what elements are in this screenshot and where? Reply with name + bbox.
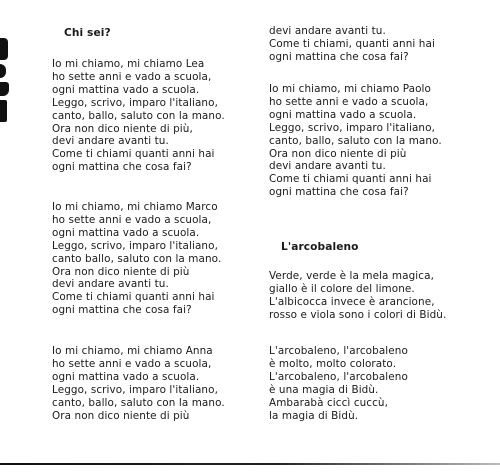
poem-line: Leggo, scrivo, imparo l'italiano, (269, 121, 435, 134)
poem-line: Come ti chiami quanti anni hai (269, 173, 432, 186)
poem-line: Leggo, scrivo, imparo l'italiano, (52, 383, 218, 396)
poem-line: devi andare avanti tu. (269, 25, 386, 37)
poem-line: Io mi chiamo, mi chiamo Paolo (269, 83, 431, 95)
poem-title-arcobaleno: L'arcobaleno (281, 241, 359, 253)
poem-line: L'arcobaleno, l'arcobaleno (269, 345, 408, 357)
poem-line: Ora non dico niente di più (52, 409, 190, 422)
poem-line: canto, ballo, saluto con la mano. (52, 396, 225, 409)
poem-line: Io mi chiamo, mi chiamo Marco (52, 201, 218, 213)
poem-line: L'arcobaleno, l'arcobaleno (269, 370, 408, 383)
poem-line: Verde, verde è la mela magica, (269, 270, 434, 282)
poem-line: Ora non dico niente di più (269, 147, 407, 160)
poem-line: Io mi chiamo, mi chiamo Lea (52, 58, 205, 70)
poem-line: Leggo, scrivo, imparo l'italiano, (52, 239, 218, 252)
poem-line: Leggo, scrivo, imparo l'italiano, (52, 96, 218, 109)
poem-line: Ora non dico niente di più (52, 265, 190, 278)
poem-line: è una magia di Bidù. (269, 383, 379, 396)
poem-line: Come ti chiami quanti anni hai (52, 148, 215, 161)
poem-line: canto ballo, saluto con la mano. (52, 252, 222, 265)
poem-line: devi andare avanti tu. (52, 278, 169, 291)
poem-line: canto, ballo, saluto con la mano. (52, 109, 225, 122)
poem-line: ogni mattina vado a scuola. (52, 370, 200, 383)
stanza-anna (52, 345, 225, 422)
poem-line: ho sette anni e vado a scuola, (52, 213, 212, 226)
poem-line: ho sette anni e vado a scuola, (52, 70, 212, 83)
poem-line: ogni mattina che cosa fai? (52, 161, 192, 174)
poem-line: ho sette anni e vado a scuola, (269, 95, 429, 108)
poem-line: rosso e viola sono i colori di Bidù. (269, 308, 447, 321)
poem-line: ogni mattina vado a scuola. (52, 226, 200, 239)
poem-line: è molto, molto colorato. (269, 357, 397, 370)
stanza-arcobaleno (269, 345, 408, 422)
poem-line: Come ti chiami, quanti anni hai (269, 37, 435, 50)
page-bottom-rule (0, 463, 500, 465)
poem-line: Ora non dico niente di più, (52, 122, 193, 135)
page-edge-graphic (0, 82, 9, 96)
poem-line: ogni mattina vado a scuola. (269, 108, 417, 121)
poem-title-chi-sei: Chi sei? (64, 27, 111, 39)
page-edge-graphic (0, 64, 6, 78)
poem-line: Io mi chiamo, mi chiamo Anna (52, 345, 213, 357)
page-edge-graphic (0, 38, 8, 60)
stanza-marco (52, 201, 221, 317)
poem-line: ho sette anni e vado a scuola, (52, 357, 212, 370)
poem-line: Ambarabà ciccì cuccù, (269, 396, 389, 409)
poem-line: ogni mattina che cosa fai? (52, 304, 192, 317)
poem-line: canto, ballo, saluto con la mano. (269, 134, 442, 147)
stanza-colori (269, 270, 446, 322)
poem-line: devi andare avanti tu. (52, 135, 169, 148)
stanza-paolo (269, 83, 442, 199)
poem-line: L'albicocca invece è arancione, (269, 295, 435, 308)
poem-line: ogni mattina che cosa fai? (269, 50, 409, 63)
stanza-anna-continued (269, 25, 435, 64)
poem-line: Come ti chiami quanti anni hai (52, 291, 215, 304)
poem-line: ogni mattina che cosa fai? (269, 186, 409, 199)
page-edge-graphic (0, 100, 7, 122)
stanza-lea (52, 58, 225, 174)
poem-line: giallo è il colore del limone. (269, 282, 415, 295)
poem-line: la magia di Bidù. (269, 409, 359, 422)
poem-line: ogni mattina vado a scuola. (52, 83, 200, 96)
poem-line: devi andare avanti tu. (269, 160, 386, 173)
